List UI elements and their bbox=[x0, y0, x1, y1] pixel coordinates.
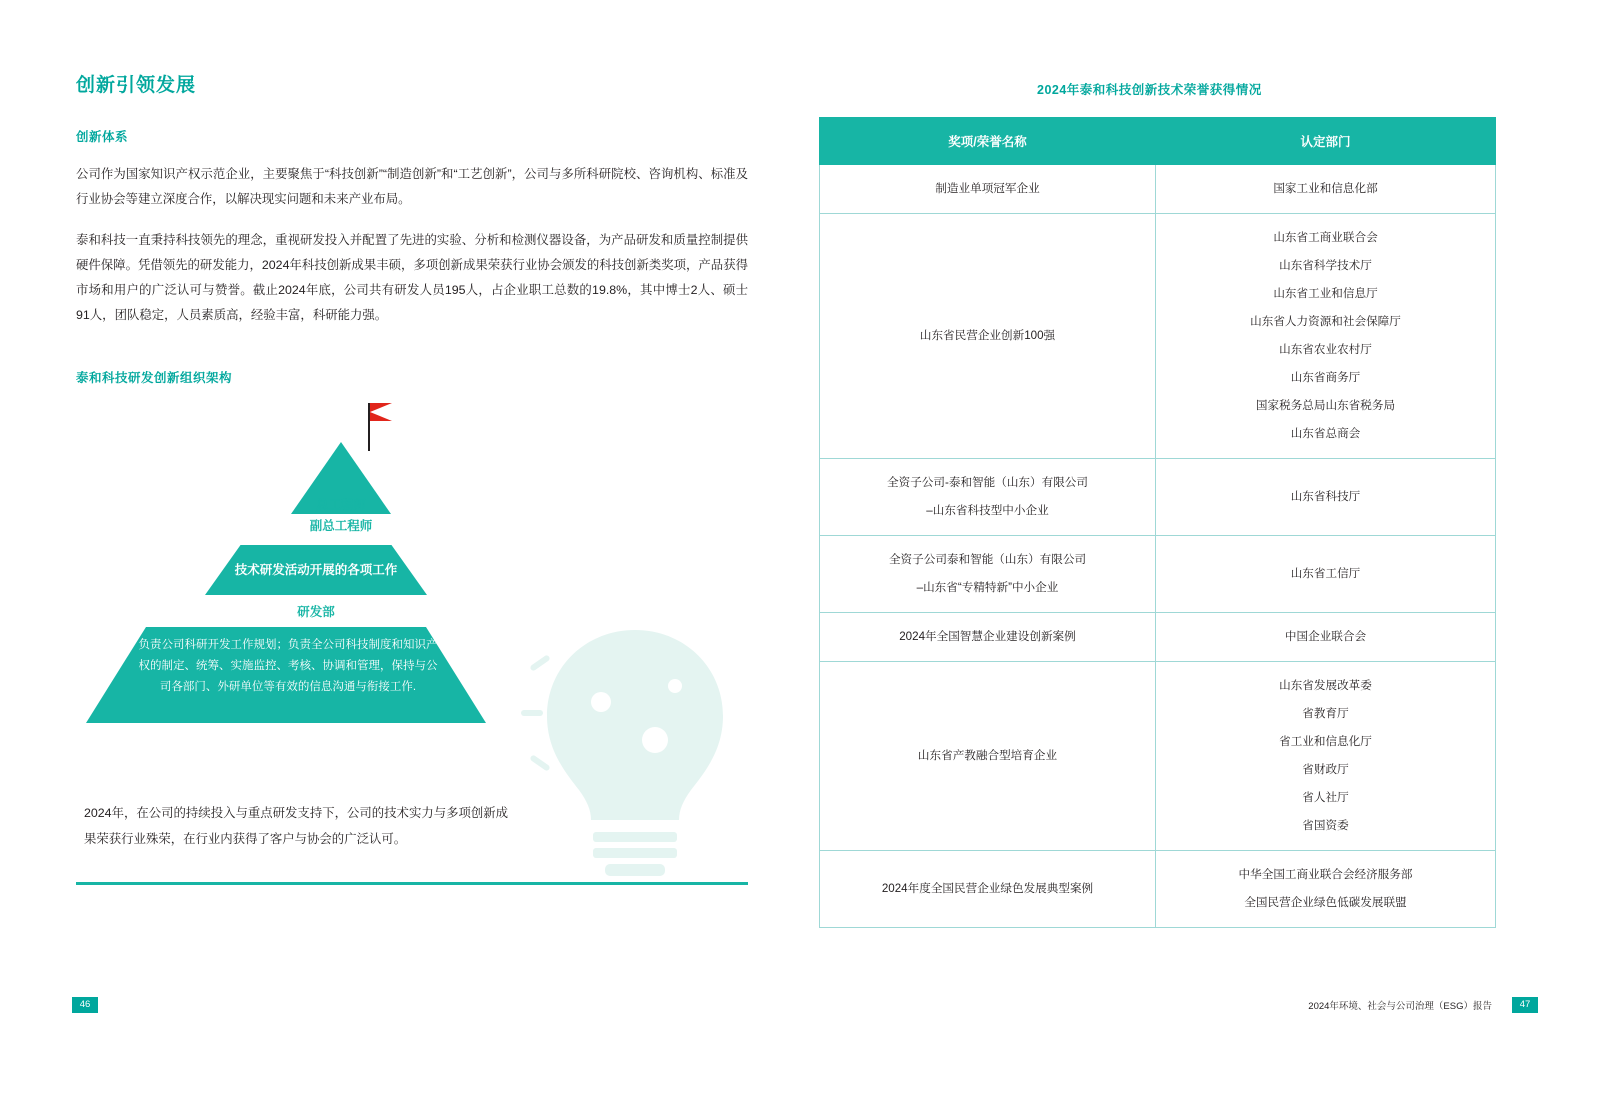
cell-line: 2024年全国智慧企业建设创新案例 bbox=[899, 630, 1076, 643]
paragraph-closing: 2024年，在公司的持续投入与重点研发支持下，公司的技术实力与多项创新成果荣获行业殊荣，在行业内获得了客户与协会的广泛认可。 bbox=[84, 806, 509, 846]
cell-award bbox=[820, 214, 1156, 459]
cell-line: 全资子公司-泰和智能（山东）有限公司 bbox=[887, 476, 1088, 489]
pyramid-middle-label: 技术研发活动开展的各项工作 bbox=[234, 563, 398, 577]
cell-line: 省人社厅 bbox=[1302, 791, 1349, 804]
cell-line: –山东省“专精特新”中小企业 bbox=[916, 581, 1059, 594]
cell-line: 中国企业联合会 bbox=[1284, 630, 1367, 643]
table-row bbox=[820, 662, 1496, 851]
column-header-award: 奖项/荣誉名称 bbox=[820, 118, 1156, 165]
cell-award bbox=[820, 851, 1156, 928]
cell-line: 山东省工信厅 bbox=[1290, 567, 1361, 580]
cell-award bbox=[820, 165, 1156, 214]
page-number-right: 47 bbox=[1512, 997, 1538, 1013]
table-row bbox=[820, 214, 1496, 459]
cell-award bbox=[820, 613, 1156, 662]
honors-table-heading: 2024年泰和科技创新技术荣誉获得情况 bbox=[1037, 83, 1262, 97]
cell-authority bbox=[1156, 613, 1496, 662]
table-row bbox=[820, 459, 1496, 536]
cell-line: 山东省人力资源和社会保障厅 bbox=[1250, 315, 1401, 328]
cell-authority bbox=[1156, 536, 1496, 613]
cell-authority bbox=[1156, 459, 1496, 536]
cell-line: 山东省科学技术厅 bbox=[1279, 259, 1372, 272]
paragraph-rd-investment: 泰和科技一直秉持科技领先的理念，重视研发投入并配置了先进的实验、分析和检测仪器设备，为产品研发和质量控制提供硬件保障。凭借领先的研发能力，2024年科技创新成果丰硕，多项创新成果荣获行业协会颁发的科技创新类奖项，产品获得市场和用户的广泛认可与赞誉。截止2024年底，公司共有研发人员195人，占企业职工总数的19.8%，其中博士2人、硕士91人，团队稳定，人员素质高，经验丰富，科研能力强。 bbox=[76, 233, 748, 322]
table-row bbox=[820, 851, 1496, 928]
cell-line: 省工业和信息化厅 bbox=[1279, 735, 1372, 748]
footer-report-title: 2024年环境、社会与公司治理（ESG）报告 bbox=[1308, 1001, 1492, 1012]
cell-line: 山东省产教融合型培育企业 bbox=[917, 749, 1058, 762]
cell-line: –山东省科技型中小企业 bbox=[926, 504, 1049, 517]
cell-line: 山东省工业和信息厅 bbox=[1273, 287, 1378, 300]
paragraph-innovation-focus: 公司作为国家知识产权示范企业，主要聚焦于“科技创新”“制造创新”和“工艺创新”，公司与多所科研院校、咨询机构、标准及行业协会等建立深度合作，以解决现实问题和未来产业布局。 bbox=[76, 167, 748, 206]
cell-line: 国家工业和信息化部 bbox=[1273, 182, 1378, 195]
pyramid-department-label: 研发部 bbox=[297, 605, 335, 619]
page-title: 创新引领发展 bbox=[76, 75, 197, 96]
cell-line: 2024年度全国民营企业绿色发展典型案例 bbox=[881, 882, 1094, 895]
pyramid-top-label-line2: 副总工程师 bbox=[309, 519, 373, 533]
honors-table bbox=[819, 117, 1496, 928]
subsection-title-innovation-system: 创新体系 bbox=[76, 130, 129, 144]
table-row bbox=[820, 613, 1496, 662]
cell-line: 山东省发展改革委 bbox=[1279, 679, 1372, 692]
cell-line: 山东省农业农村厅 bbox=[1279, 343, 1372, 356]
lightbulb-gears-icon bbox=[505, 590, 765, 890]
cell-line: 省国资委 bbox=[1302, 819, 1349, 832]
cell-line: 山东省科技厅 bbox=[1290, 490, 1361, 503]
subsection-title-org-structure: 泰和科技研发创新组织架构 bbox=[76, 371, 233, 385]
page-number-left: 46 bbox=[72, 997, 98, 1013]
cell-award bbox=[820, 662, 1156, 851]
cell-line: 省财政厅 bbox=[1302, 763, 1349, 776]
pyramid-top-label-line1: 总工程师 bbox=[315, 498, 366, 512]
cell-line: 全资子公司泰和智能（山东）有限公司 bbox=[888, 553, 1087, 566]
flag-icon bbox=[370, 403, 392, 421]
cell-line: 山东省民营企业创新100强 bbox=[919, 329, 1056, 342]
cell-line: 山东省总商会 bbox=[1290, 427, 1361, 440]
cell-authority bbox=[1156, 214, 1496, 459]
cell-line: 省教育厅 bbox=[1302, 707, 1349, 720]
cell-award bbox=[820, 459, 1156, 536]
bottom-rule-divider bbox=[76, 882, 748, 885]
cell-line: 全国民营企业绿色低碳发展联盟 bbox=[1244, 896, 1407, 909]
cell-authority bbox=[1156, 165, 1496, 214]
cell-award bbox=[820, 536, 1156, 613]
table-row bbox=[820, 165, 1496, 214]
cell-authority bbox=[1156, 662, 1496, 851]
cell-line: 山东省商务厅 bbox=[1290, 371, 1361, 384]
table-header-row bbox=[820, 118, 1496, 165]
table-row bbox=[820, 536, 1496, 613]
cell-authority bbox=[1156, 851, 1496, 928]
column-header-authority: 认定部门 bbox=[1156, 118, 1496, 165]
right-page bbox=[805, 0, 1610, 1100]
cell-line: 制造业单项冠军企业 bbox=[935, 182, 1040, 195]
cell-line: 山东省工商业联合会 bbox=[1273, 231, 1378, 244]
pyramid-top-label bbox=[226, 495, 456, 537]
cell-line: 中华全国工商业联合会经济服务部 bbox=[1238, 868, 1413, 881]
pyramid-bottom-label: 负责公司科研开发工作规划；负责全公司科技制度和知识产权的制定、统筹、实施监控、考核、协调和管理，保持与公司各部门、外研单位等有效的信息沟通与衔接工作. bbox=[138, 639, 438, 693]
cell-line: 国家税务总局山东省税务局 bbox=[1255, 399, 1396, 412]
